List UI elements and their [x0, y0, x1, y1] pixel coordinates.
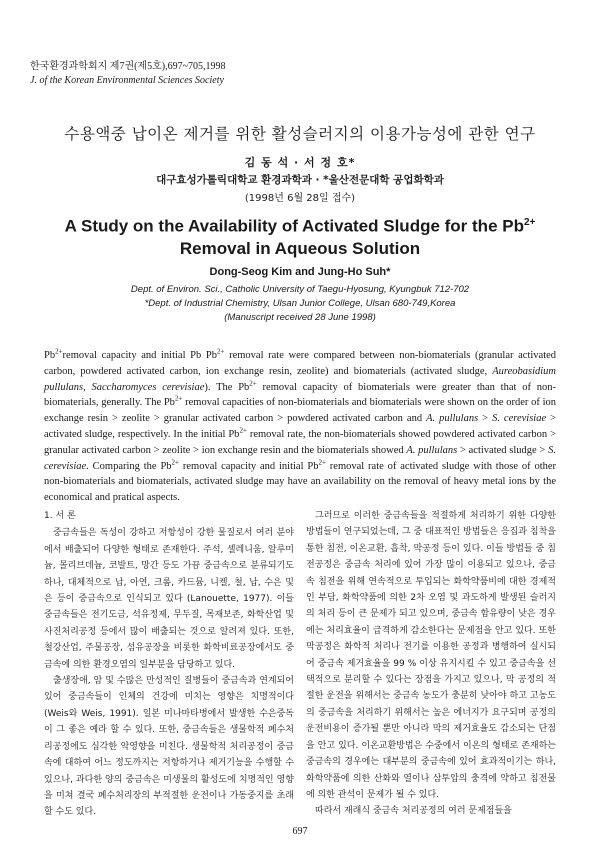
title-superscript: 2+: [523, 217, 536, 228]
received-date-english: (Manuscript received 28 June 1998): [224, 312, 376, 323]
title-english-line2: Removal in Aqueous Solution: [179, 238, 421, 258]
affiliation-english: [0, 283, 600, 325]
journal-name-english: J. of the Korean Environmental Sciences Society: [30, 75, 224, 86]
journal-name-korean: 한국환경과학회지 제7권(제5호),697~705,1998: [30, 61, 226, 72]
affiliation-line-1: Dept. of Environ. Sci., Catholic University of Taegu-Hyosung, Kyungbuk 712-702: [130, 284, 470, 295]
abstract: $Pb^{2+}removal$ capacity and initial Pb $Pb^{2+}$ removal rate were compared between non-biomaterials (granular activated carbon, powdered activated carbon, ion exchange resin, zeolite) and biomaterials (activated sludge, Aureobasidium pullulans, Saccharomyces cerevisiae). The $Pb^{2+}$ removal capacity of biomaterials were greater than that of non-biomaterials, generally. The $Pb^{2+}$ removal capacities of non-biomaterials and biomaterials were shown on the order of ion exchange resin > zeolite > granular activated carbon > powdered activated carbon and A. pullulans > S. cerevisiae > activated sludge, respectively. In the initial $Pb^{2+}$ removal rate, the non-biomaterials showed powdered activated carbon > granular activated carbon > zeolite > ion exchange resin and the biomaterials showed A. pullulans > activated sludge > S. cerevisiae. Comparing the $Pb^{2+}$ removal capacity and initial $Pb^{2+}$ removal rate of activated sludge with those of other non-biomaterials and biomaterials, activated sludge may have an availability on the removal of heavy metal ions by the economical and pratical aspects.: [44, 347, 557, 504]
received-date-korean: (1998년 6월 28일 접수): [244, 193, 356, 204]
title-korean: 수용액중 납이온 제거를 위한 활성슬러지의 이용가능성에 관한 연구: [64, 125, 536, 143]
body-paragraph: 출생장애, 암 및 수많은 만성적인 질병들이 중금속과 연계되어 있어 중금속들이 인체의 건강에 미치는 영향은 치명적이다 (Weis와 Weis, 1991). 일본 미나마타병에서 발생한 수은중독이 그 좋은 예라 할 수 있다. 또한, 중금속들은 생물학적 폐수처리공정에도 심각한 악영향을 미친다. 생물학적 처리공정이 중금속에 대하여 어느 정도까지는 저항하거나 제거기능을 수행할 수 있으나, 과다한 양의 중금속은 미생물의 활성도에 치명적인 영향을 미쳐 결국 폐수처리장의 부적절한 운전이나 가동중지를 초래할 수도 있다.: [44, 676, 294, 818]
title-english-line1: A Study on the Availability of Activated Sludge for the Pb: [64, 216, 524, 236]
authors-korean: 김 동 석 · 서 정 호*: [244, 156, 356, 169]
body-column-right: [306, 508, 556, 820]
title-english: [0, 212, 600, 260]
body-paragraph: 중금속들은 독성이 강하고 저항성이 강한 물질로서 여러 분야에서 배출되어 다양한 형태로 존재한다. 주석, 셀레니움, 알루미늄, 몰리브데늄, 코발트, 망간 등도 가끔 중금속으로 분류되기도 하나, 대체적으로 납, 아연, 크롬, 카드뮴, 니켈, 철, 납, 수은 및 은 등이 중금속으로 인식되고 있다 (Lanouette, 1977). 이들 중금속들은 전기도금, 석유정제, 무두질, 목재보존, 화학산업 및 사진처리공정 등에서 많이 배출되는 것으로 알려져 있다. 또한, 철강산업, 주물공장, 섬유공장을 비롯한 화학비료공장에서도 중금속에 의한 환경오염의 일부분을 담당하고 있다.: [44, 528, 294, 670]
body-paragraph: 그러므로 이러한 중금속들을 적절하게 처리하기 위한 다양한 방법들이 연구되었는데, 그 중 대표적인 방법들은 응집과 침착을 통한 침전, 이온교환, 흡착, 막공정 등이 있다. 이들 방법들 중 침전공정은 중금속 처리에 있어 가장 많이 이용되고 있으나, 중금속 침전을 위해 연속적으로 투입되는 화학약품비에 대한 경제적인 부담, 화학약품에 의한 2차 오염 및 과도하게 발생된 슬러지의 처리 등이 큰 문제가 되고 있으며, 중금속 함유량이 낮은 경우에는 처리효율이 급격하게 감소한다는 문제점을 안고 있다. 또한 막공정은 화학적 처리나 전기를 이용한 공정과 병행하여 실시되어 중금속 제거효율을 99 % 이상 유지시킬 수 있고 중금속을 선택적으로 분리할 수 있다는 장점을 가지고 있으나, 막 공정의 적절한 운전을 위해서는 중금속 농도가 충분히 낮아야 하고 고농도의 중금속을 처리하기 위해서는 높은 에너지가 요구되며 공정의 운전비용이 증가될 뿐만 아니라 막의 제거효율도 감소되는 단점을 안고 있다. 이온교환방법은 수중에서 이온의 형태로 존재하는 중금속의 경우에는 대부분의 중금속에 있어 효과적이기는 하나, 화학약품에 의한 산화와 열이나 삼투압의 충격에 약하고 침전물에 의한 관석이 문제가 될 수 있다.: [306, 511, 556, 800]
affiliation-korean: 대구효성가톨릭대학교 환경과학과 · *울산전문대학 공업화학과: [156, 174, 444, 186]
affiliation-line-2: *Dept. of Industrial Chemistry, Ulsan Junior College, Ulsan 680-749,Korea: [144, 298, 456, 309]
journal-header: [30, 60, 226, 88]
body-paragraph: 따라서 재래식 중금속 처리공정의 여러 문제점들을: [315, 806, 512, 817]
section-heading-introduction: 1. 서 론: [44, 511, 76, 521]
authors-english: Dong-Seog Kim and Jung-Ho Suh*: [209, 266, 391, 278]
page-number: 697: [292, 826, 308, 837]
body-column-left: [44, 508, 294, 821]
